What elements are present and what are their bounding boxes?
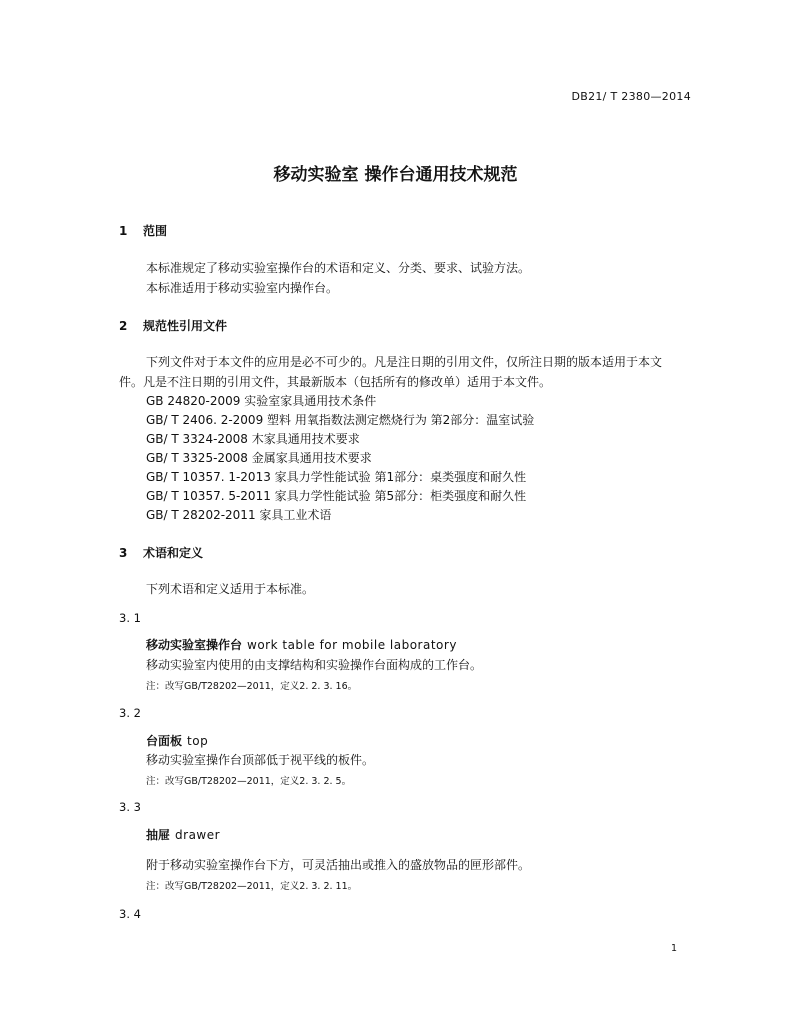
term-note: 注：改写GB/T28202—2011，定义2. 3. 2. 5。 xyxy=(146,776,352,787)
section-number: 3 xyxy=(119,546,128,560)
term-english: drawer xyxy=(175,828,221,842)
section-title: 术语和定义 xyxy=(143,546,204,560)
paragraph: 本标准适用于移动实验室内操作台。 xyxy=(146,281,339,295)
term-note: 注：改写GB/T28202—2011，定义2. 3. 2. 11。 xyxy=(146,881,358,892)
term-chinese: 台面板 xyxy=(146,734,183,748)
reference-item: GB/ T 3325-2008 金属家具通用技术要求 xyxy=(146,451,372,465)
term-definition: 移动实验室内使用的由支撑结构和实验操作台面构成的工作台。 xyxy=(146,658,483,672)
term-definition: 移动实验室操作台顶部低于视平线的板件。 xyxy=(146,753,375,767)
section-number: 2 xyxy=(119,319,128,333)
section-number: 1 xyxy=(119,224,128,238)
section-heading-terms xyxy=(119,544,203,561)
document-title: 移动实验室 操作台通用技术规范 xyxy=(273,165,518,185)
standard-code: DB21/ T 2380—2014 xyxy=(571,90,691,103)
paragraph: 下列术语和定义适用于本标准。 xyxy=(146,582,315,596)
section-heading-normative-references xyxy=(119,317,227,334)
section-heading-scope xyxy=(119,222,167,239)
term-chinese: 抽屉 xyxy=(146,828,171,842)
term-definition: 附于移动实验室操作台下方，可灵活抽出或推入的盛放物品的匣形部件。 xyxy=(146,858,531,872)
reference-item: GB/ T 3324-2008 木家具通用技术要求 xyxy=(146,432,360,446)
paragraph: 本标准规定了移动实验室操作台的术语和定义、分类、要求、试验方法。 xyxy=(146,261,531,275)
term-entry xyxy=(146,636,457,653)
section-title: 范围 xyxy=(143,224,168,238)
term-number: 3. 4 xyxy=(119,907,141,921)
term-english: top xyxy=(187,734,209,748)
term-chinese: 移动实验室操作台 xyxy=(146,638,243,652)
reference-item: GB/ T 28202-2011 家具工业术语 xyxy=(146,508,332,522)
term-entry xyxy=(146,732,208,749)
reference-item: GB/ T 10357. 5-2011 家具力学性能试验 第5部分：柜类强度和耐久性 xyxy=(146,489,527,503)
reference-item: GB 24820-2009 实验室家具通用技术条件 xyxy=(146,394,377,408)
term-number: 3. 1 xyxy=(119,611,141,625)
reference-item: GB/ T 10357. 1-2013 家具力学性能试验 第1部分：桌类强度和耐久性 xyxy=(146,470,527,484)
term-number: 3. 3 xyxy=(119,800,141,814)
term-note: 注：改写GB/T28202—2011，定义2. 2. 3. 16。 xyxy=(146,681,358,692)
section-title: 规范性引用文件 xyxy=(143,319,228,333)
paragraph: 下列文件对于本文件的应用是必不可少的。凡是注日期的引用文件，仅所注日期的版本适用于本文 xyxy=(146,355,663,369)
reference-item: GB/ T 2406. 2-2009 塑料 用氧指数法测定燃烧行为 第2部分：温室试验 xyxy=(146,413,535,427)
page-number: 1 xyxy=(670,943,677,954)
paragraph: 件。凡是不注日期的引用文件，其最新版本（包括所有的修改单）适用于本文件。 xyxy=(119,375,552,389)
term-entry xyxy=(146,826,220,843)
term-number: 3. 2 xyxy=(119,706,141,720)
term-english: work table for mobile laboratory xyxy=(247,638,457,652)
